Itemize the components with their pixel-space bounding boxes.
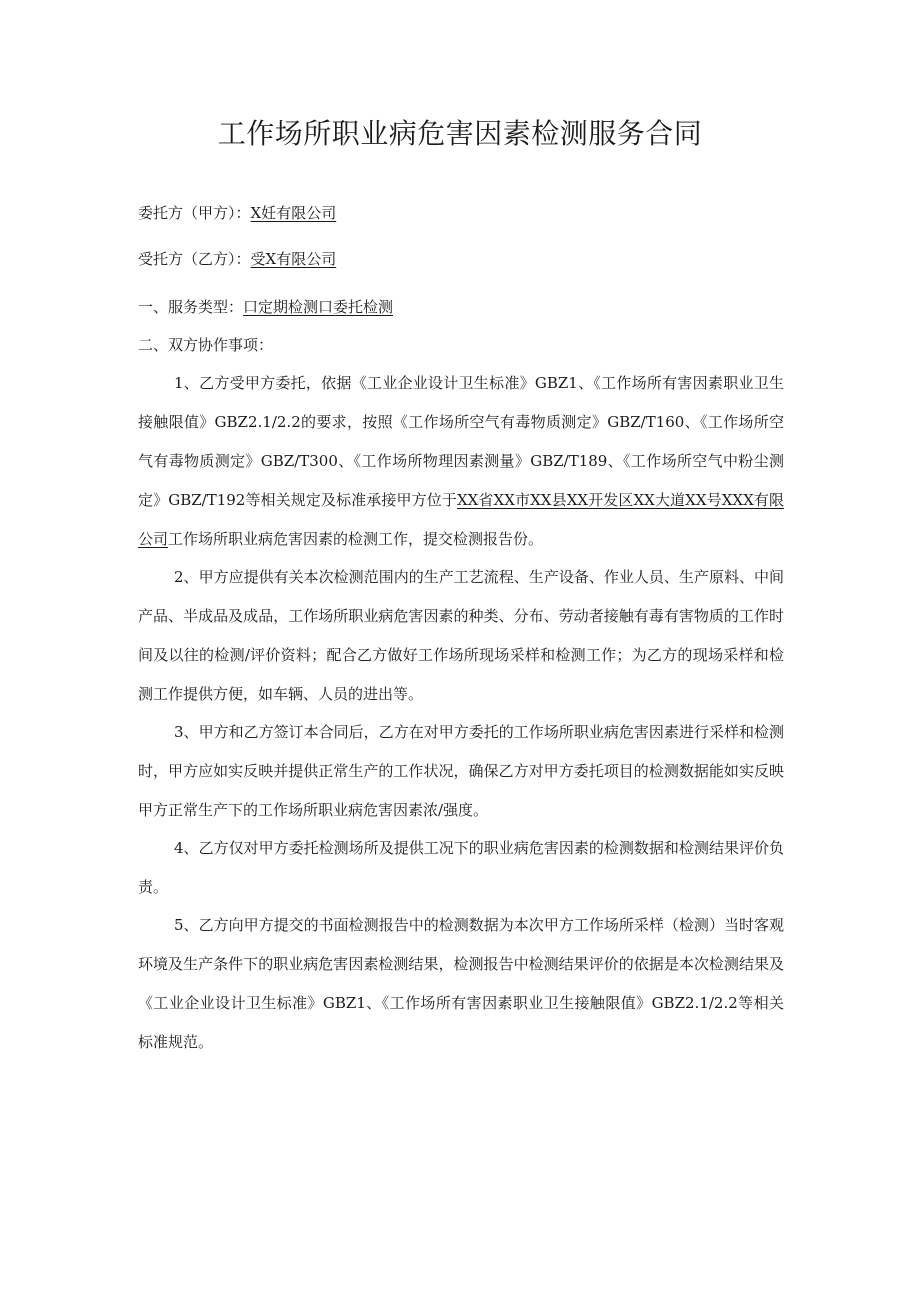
clause-1-text-a: 1、乙方受甲方委托，依据《工业企业设计卫生标准》GBZ1、《工作场所有害因素职业卫生接触限值》GBZ2.1/2.2的要求，按照《工作场所空气有毒物质测定》GBZ/T160、《工作场所空气有毒物质测定》GBZ/T300、《工作场所物理因素测量》GBZ/T189、《工作场所空气中粉尘测定》GBZ/T192等相关规定及标准承接甲方位于	[138, 374, 784, 509]
provider-line	[138, 248, 336, 269]
provider-label: 受托方（乙方）：	[138, 250, 251, 268]
client-line	[138, 202, 336, 223]
service-type-options: 口定期检测口委托检测	[243, 298, 394, 316]
service-type-label: 一、服务类型：	[138, 298, 244, 316]
clause-1-text-b: 工作场所职业病危害因素的检测工作，提交检测报告份。	[168, 530, 544, 548]
client-label: 委托方（甲方）：	[138, 204, 251, 222]
document-title: 工作场所职业病危害因素检测服务合同	[217, 117, 703, 150]
clause-5: 5、乙方向甲方提交的书面检测报告中的检测数据为本次甲方工作场所采样（检测）当时客观环境及生产条件下的职业病危害因素检测结果，检测报告中检测结果评价的依据是本次检测结果及《工业企业设计卫生标准》GBZ1、《工作场所有害因素职业卫生接触限值》GBZ2.1/2.2等相关标准规范。	[138, 916, 784, 1051]
clause-2: 2、甲方应提供有关本次检测范围内的生产工艺流程、生产设备、作业人员、生产原料、中间产品、半成品及成品，工作场所职业病危害因素的种类、分布、劳动者接触有毒有害物质的工作时间及以往的检测/评价资料；配合乙方做好工作场所现场采样和检测工作；为乙方的现场采样和检测工作提供方便，如车辆、人员的进出等。	[138, 568, 784, 703]
clause-3: 3、甲方和乙方签订本合同后，乙方在对甲方委托的工作场所职业病危害因素进行采样和检测时，甲方应如实反映并提供正常生产的工作状况，确保乙方对甲方委托项目的检测数据能如实反映甲方正常生产下的工作场所职业病危害因素浓/强度。	[138, 723, 784, 819]
clause-1-location: XX省XX市XX县XX开发区XX大道XX号XXX有限公司	[138, 491, 784, 548]
clause-1	[138, 364, 784, 559]
service-type-line	[138, 296, 393, 317]
provider-name: 受X有限公司	[250, 250, 337, 268]
client-name: X妊有限公司	[250, 204, 337, 222]
clause-4: 4、乙方仅对甲方委托检测场所及提供工况下的职业病危害因素的检测数据和检测结果评价负责。	[138, 839, 784, 896]
cooperation-heading: 二、双方协作事项：	[138, 336, 274, 354]
